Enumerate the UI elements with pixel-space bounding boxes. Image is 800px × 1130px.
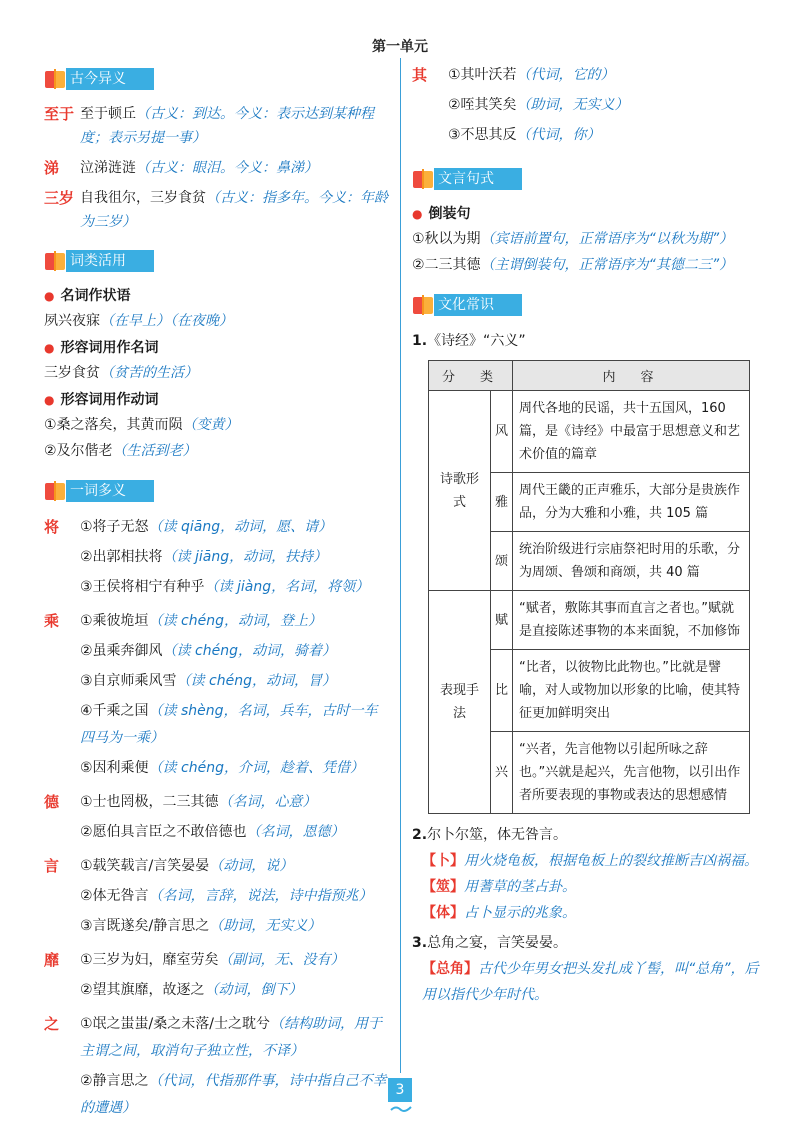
term-line: 【总角】古代少年男女把头发扎成丫髻，叫“总角”，后用以指代少年时代。 bbox=[422, 961, 759, 1003]
sense-item: ①三岁为妇，靡室劳矣（副词，无、没有） bbox=[80, 952, 345, 968]
table-content: “兴者，先言他物以引起所咏之辞也。”兴就是起兴，先言他物，以引出作者所要表现的事物或表达的思想感情 bbox=[513, 732, 750, 814]
sense-item: ②静言思之（代词，代指那件事，诗中指自己不幸的遭遇） bbox=[80, 1073, 387, 1116]
book-icon bbox=[412, 294, 434, 316]
example-line: 夙兴夜寐（在早上）（在夜晚） bbox=[44, 313, 233, 329]
headword: 之 bbox=[44, 1015, 60, 1033]
polysemy-entry bbox=[44, 853, 389, 943]
table-name: 颂 bbox=[491, 532, 513, 591]
sense-item: ①士也罔极，二三其德（名词，心意） bbox=[80, 794, 317, 810]
sense-item: ①氓之蚩蚩/桑之未落/士之耽兮（结构助词，用于主谓之间，取消句子独立性，不译） bbox=[80, 1016, 382, 1059]
table-row bbox=[429, 591, 750, 650]
section-title: 一词多义 bbox=[66, 480, 154, 502]
section-title: 文化常识 bbox=[434, 294, 522, 316]
table-name: 比 bbox=[491, 650, 513, 732]
headword: 三岁 bbox=[44, 189, 75, 207]
polysemy-entry bbox=[44, 1011, 389, 1125]
table-content: 周代各地的民谣，共十五国风，160 篇，是《诗经》中最富于思想意义和艺术价值的篇章 bbox=[513, 391, 750, 473]
sense-item: ①载笑载言/言笑晏晏（动词，说） bbox=[80, 858, 294, 874]
section-title: 词类活用 bbox=[66, 250, 154, 272]
table-header: 分 类 bbox=[429, 361, 513, 391]
bullet-heading: ● 形容词用作动词 bbox=[44, 392, 159, 408]
sense-item: ①乘彼垝垣（读 chéng，动词，登上） bbox=[80, 613, 322, 629]
sense-item: ②出郭相扶将（读 jiāng，动词，扶持） bbox=[80, 549, 328, 565]
table-name: 风 bbox=[491, 391, 513, 473]
entry-text: 自我徂尔，三岁食贫 bbox=[80, 190, 206, 206]
term-line: 【卜】用火烧龟板，根据龟板上的裂纹推断吉凶祸福。 bbox=[422, 853, 758, 869]
table-header: 内 容 bbox=[513, 361, 750, 391]
headword: 至于 bbox=[44, 105, 75, 123]
entry-note: （古义：眼泪。今义：鼻涕） bbox=[136, 160, 318, 176]
table-name: 雅 bbox=[491, 473, 513, 532]
headword: 言 bbox=[44, 857, 60, 875]
term-line: 【筮】用蓍草的茎占卦。 bbox=[422, 879, 576, 895]
table-content: “比者，以彼物比此物也。”比就是譬喻，对人或物加以形象的比喻，使其特征更加鲜明突出 bbox=[513, 650, 750, 732]
entry-note: （古义：指多年。今义：年龄为三岁） bbox=[80, 190, 388, 230]
sense-item: ③王侯将相宁有种乎（读 jiàng，名词，将领） bbox=[80, 579, 370, 595]
gujin-entry bbox=[44, 102, 389, 150]
example-line: ②及尔偕老（生活到老） bbox=[44, 443, 197, 459]
knowledge-item-title: 2.尔卜尔筮，体无咎言。 bbox=[412, 827, 568, 843]
sense-item: ②咥其笑矣（助词，无实义） bbox=[448, 97, 629, 113]
knowledge-item-title: 1.《诗经》“六义” bbox=[412, 333, 526, 349]
section-header-juzi bbox=[412, 166, 767, 192]
headword: 涕 bbox=[44, 159, 60, 177]
sense-item: ②愿伯具言臣之不敢倍德也（名词，恩德） bbox=[80, 824, 345, 840]
sense-item: ③不思其反（代词，你） bbox=[448, 127, 601, 143]
gujin-entry bbox=[44, 186, 389, 234]
polysemy-entry bbox=[412, 62, 767, 152]
example-line: 三岁食贫（贫苦的生活） bbox=[44, 365, 198, 381]
sense-item: ②望其旗靡，故逐之（动词，倒下） bbox=[80, 982, 303, 998]
table-content: 统治阶级进行宗庙祭祀时用的乐歌，分为周颂、鲁颂和商颂，共 40 篇 bbox=[513, 532, 750, 591]
right-column bbox=[412, 62, 767, 1008]
entry-text: 至于顿丘 bbox=[80, 106, 136, 122]
example-line: ①桑之落矣，其黄而陨（变黄） bbox=[44, 417, 239, 433]
polysemy-entry bbox=[44, 789, 389, 849]
section-header-gujin bbox=[44, 66, 389, 92]
table-name: 赋 bbox=[491, 591, 513, 650]
section-title: 文言句式 bbox=[434, 168, 522, 190]
table-content: “赋者，敷陈其事而直言之者也。”赋就是直接陈述事物的本来面貌，不加修饰 bbox=[513, 591, 750, 650]
bullet-heading: ● 名词作状语 bbox=[44, 288, 131, 304]
table-category: 表现手法 bbox=[429, 591, 491, 814]
polysemy-entry bbox=[44, 514, 389, 604]
polysemy-entry bbox=[44, 947, 389, 1007]
headword: 靡 bbox=[44, 951, 60, 969]
table-name: 兴 bbox=[491, 732, 513, 814]
column-divider bbox=[400, 58, 401, 1073]
headword: 将 bbox=[44, 518, 60, 536]
headword: 乘 bbox=[44, 612, 60, 630]
sense-item: ③自京师乘风雪（读 chéng，动词，冒） bbox=[80, 673, 336, 689]
knowledge-item-title: 3.总角之宴，言笑晏晏。 bbox=[412, 935, 568, 951]
bullet-heading: ● 倒装句 bbox=[412, 206, 471, 222]
table-content: 周代王畿的正声雅乐，大部分是贵族作品，分为大雅和小雅，共 105 篇 bbox=[513, 473, 750, 532]
book-icon bbox=[44, 480, 66, 502]
section-header-wenhua bbox=[412, 292, 767, 318]
section-title: 古今异义 bbox=[66, 68, 154, 90]
bird-ornament-icon bbox=[390, 1104, 412, 1114]
page-number: 3 bbox=[388, 1078, 412, 1102]
table-category: 诗歌形式 bbox=[429, 391, 491, 591]
entry-text: 泣涕涟涟 bbox=[80, 160, 136, 176]
bullet-heading: ● 形容词用作名词 bbox=[44, 340, 159, 356]
sense-item: ②虽乘奔御风（读 chéng，动词，骑着） bbox=[80, 643, 336, 659]
six-principles-table bbox=[428, 360, 750, 814]
page-title: 第一单元 bbox=[372, 39, 428, 55]
headword: 其 bbox=[412, 66, 428, 84]
example-line: ②二三其德（主谓倒装句，正常语序为“其德二三”） bbox=[412, 257, 734, 273]
section-header-yici bbox=[44, 478, 389, 504]
section-header-cilei bbox=[44, 248, 389, 274]
sense-item: ①其叶沃若（代词，它的） bbox=[448, 67, 615, 83]
sense-item: ④千乘之国（读 shèng，名词，兵车，古时一车四马为一乘） bbox=[80, 703, 378, 746]
sense-item: ②体无咎言（名词，言辞，说法，诗中指预兆） bbox=[80, 888, 373, 904]
left-column bbox=[44, 62, 389, 1125]
gujin-entry bbox=[44, 156, 389, 180]
book-icon bbox=[44, 250, 66, 272]
book-icon bbox=[412, 168, 434, 190]
book-icon bbox=[44, 68, 66, 90]
sense-item: ⑤因利乘便（读 chéng，介词，趁着、凭借） bbox=[80, 760, 364, 776]
term-line: 【体】占卜显示的兆象。 bbox=[422, 905, 576, 921]
entry-note: （古义：到达。今义：表示达到某种程度；表示另提一事） bbox=[80, 106, 374, 146]
headword: 德 bbox=[44, 793, 60, 811]
sense-item: ①将子无怒（读 qiāng，动词，愿、请） bbox=[80, 519, 333, 535]
example-line: ①秋以为期（宾语前置句，正常语序为“以秋为期”） bbox=[412, 231, 734, 247]
sense-item: ③言既遂矣/静言思之（助词，无实义） bbox=[80, 918, 322, 934]
table-row bbox=[429, 391, 750, 473]
polysemy-entry bbox=[44, 608, 389, 785]
